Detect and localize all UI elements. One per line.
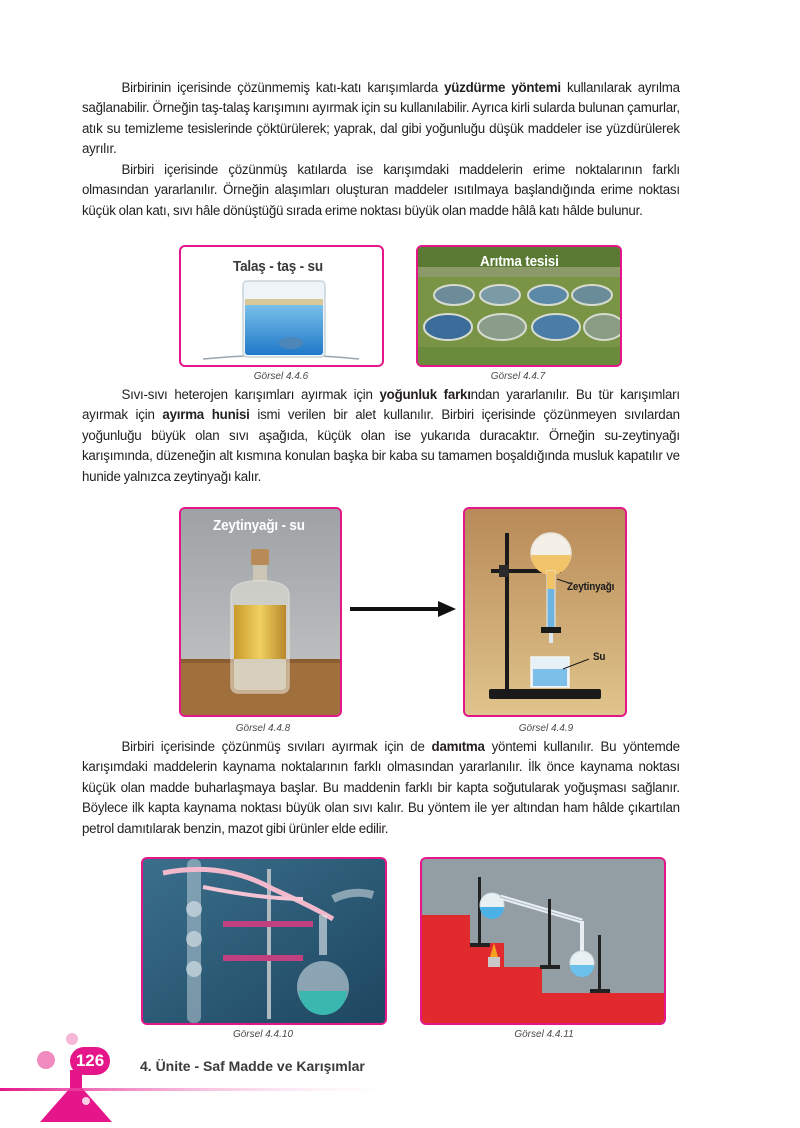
caption-4-4-11: Görsel 4.4.11: [514, 1029, 574, 1040]
paragraph-density-difference: [82, 385, 680, 487]
keyword-distillation: damıtma: [431, 739, 485, 755]
caption-4-4-10: Görsel 4.4.10: [232, 1029, 294, 1040]
figure-distillation-apparatus-photo: [141, 857, 387, 1025]
paragraph-text: Birbiri içerisinde çözünmüş sıvıları ayırmak için de: [121, 739, 432, 755]
keyword-flotation: yüzdürme yöntemi: [444, 80, 561, 96]
caption-4-4-8: Görsel 4.4.8: [235, 723, 291, 734]
arrow-right-icon: [350, 600, 456, 618]
paragraph-text: Birbirinin içerisinde çözünmemiş katı-katı karışımlarda: [121, 80, 445, 96]
figure-title: Zeytinyağı - su: [213, 517, 305, 534]
separatory-funnel-illustration: [465, 509, 625, 715]
paragraph-distillation: [82, 737, 680, 839]
paragraph-text: Birbiri içerisinde çözünmüş katılarda ise karışımdaki maddelerin erime noktalarının farklı olmasından yararlanılır. Örneğin alaşımları oluşturan maddeler ısıtılmaya başlandığında erime noktası küçük olan katı, sıvı hâle dönüştüğü sırada erime noktası büyük olan madde hâlâ katı hâlde bulunur.: [82, 162, 680, 219]
paragraph-text: Sıvı-sıvı heterojen karışımları ayırmak için: [121, 387, 380, 403]
label-olive-oil: Zeytinyağı: [567, 581, 615, 593]
paragraph-melting-point: [82, 160, 680, 221]
figure-separatory-funnel: [463, 507, 627, 717]
figure-title: Arıtma tesisi: [480, 253, 559, 270]
bottle-illustration: [181, 509, 340, 715]
paragraph-text: yöntemi kullanılır. Bu yöntemde karışımdaki maddelerin kaynama noktalarının farklı olmasından yararlanılır. İlk önce kaynama noktası küçük olan madde buharlaşmaya başlar. Bu maddenin farklı bir kapta soğutularak yoğuşması sağlanır. Böylece ilk kapta kaynama noktası büyük olan sıvı kalır. Bu yöntem ile yer altından ham hâlde çıkartılan petrol damıtılarak benzin, mazot gibi ürünler elde edilir.: [82, 739, 680, 837]
paragraph-text: kullanılarak ayrılma sağlanabilir. Örneğin taş-talaş karışımını ayırmak için su kullanılabilir. Ayrıca kirli sularda bulunan çamurlar, atık su temizleme tesislerinde çöktürülerek; yaprak, dal gibi yoğunluğu düşük maddeler ise yüzdürülerek ayrılır.: [82, 80, 680, 158]
figure-title: Talaş - taş - su: [233, 258, 323, 275]
figure-distillation-setup-illustration: [420, 857, 666, 1025]
keyword-density: yoğunluk farkı: [379, 387, 471, 403]
caption-4-4-7: Görsel 4.4.7: [490, 371, 546, 382]
figure-olive-oil-water: [179, 507, 342, 717]
paragraph-flotation: [82, 78, 680, 160]
paragraph-text: ndan yararlanılır. Bu tür karışımları ayırmak için: [82, 387, 680, 424]
footer-flask-icon: [0, 1026, 420, 1128]
keyword-separatory-funnel: ayırma hunisi: [162, 407, 250, 424]
caption-4-4-9: Görsel 4.4.9: [518, 723, 574, 734]
label-water: Su: [593, 651, 606, 663]
unit-title: 4. Ünite - Saf Madde ve Karışımlar: [140, 1058, 365, 1074]
paragraph-text: ismi verilen bir alet kullanılır. Birbiri içerisinde çözünmeyen sıvılardan yoğunluğu büyük olan sıvı aşağıda, küçük olan ise yukarıda duracaktır. Örneğin su-zeytinyağı karışımında, düzeneğin alt kısmına konulan başka bir kaba su tamamen boşaldığında musluk kapatılır ve hunide yalnızca zeytinyağı kalır.: [82, 407, 680, 485]
figure-treatment-plant: [416, 245, 622, 367]
distillation-setup-illustration: [422, 859, 664, 1023]
distillation-photo-illustration: [143, 859, 385, 1023]
caption-4-4-6: Görsel 4.4.6: [253, 371, 309, 382]
page-number: 126: [70, 1047, 110, 1075]
figure-sawdust-stone-water: [179, 245, 384, 367]
